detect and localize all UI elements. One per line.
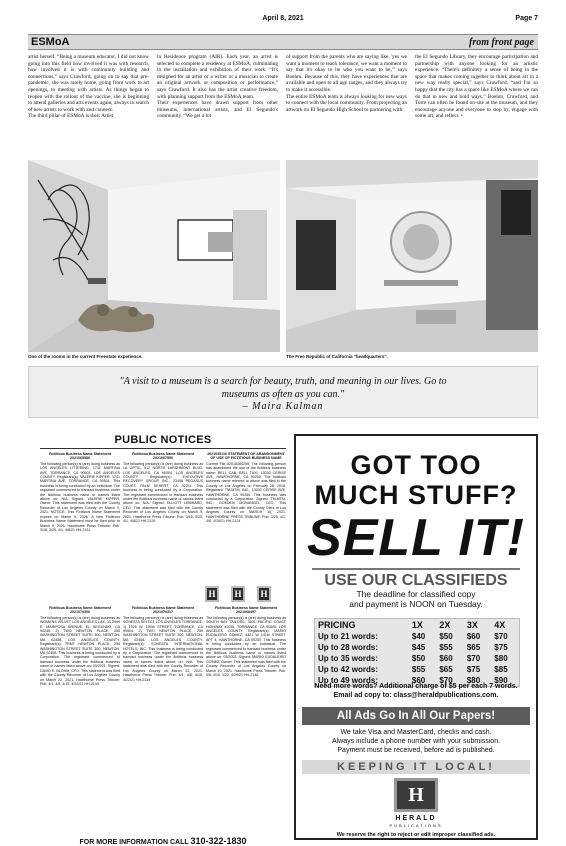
pricing-header: PRICING — [318, 620, 356, 630]
pricing-cell: $60 — [466, 632, 481, 641]
notice-body: The following person(s) is (are) doing business as LA OPTIC, 512 NORTH LARCHMONT BLVD, LOS ANGELES, CA 90004. LOS ANGELES COUNTY. Registrant(s): EXECUTIVE RECOVERY GROUP, INC., 23456 PEGASUS COURT, PALM DESERT, CA 92211. This business is being conducted by a Corporation. The registrant commenced to transact business under the fictitious business name or names listed above on: N/A. Signed: ELLIOTT LEIBHARD, CEO. This statement was filed with the County Recorder of Los Angeles County on March 9, 2021. Hawthorne Press Tribune: Pub. 3/18, 3/25, 4/1, 4/8/21 HH-2129 — [123, 461, 203, 524]
pricing-cell: $70 — [466, 654, 481, 663]
pricing-cell: $55 — [439, 643, 453, 652]
article-column-4: the El Segundo Library, they encourage participation and partnership with anyone looking for an artistic experience. “There's definitely a sense of being in the space that makes coming together to think about art in a new way really special,” says Crawford, “and I'm so happy that the city has a space like ESMoA where we can do that in new and bold ways.” Boehm, Crawford, and Torre can often be found on-site at the museum, and they encourage anyone and everyone to stop by, engage with some art, and reflect. • — [415, 54, 538, 120]
ad-deadline-1: The deadline for classified copy — [356, 589, 476, 599]
page-number: Page 7 — [515, 15, 538, 22]
pricing-cell: $75 — [466, 665, 481, 674]
pricing-table — [314, 618, 520, 687]
notice-body: The following person(s) is (are) doing business as SONESTA SELECT LOS ANGELES TORRANCE, 1) 1925 W. 190th STREET, TORRANCE, CA 90504. 2) TWO NEWTON PLACE, 255 WASHINGTON STREET SUITE 300, NEWTON, MA 02458. LOS ANGELES COUNTY. Registrant(s): SONESTA INTERNATIONAL HOTELS, INC. This business is being conducted by a Corporation. The registrant commenced to transact business under the fictitious business name or names listed above on: N/A. This statement was filed with the County Recorder of Los Angeles County on March 22, 2021. Hawthorne Press Tribune: Pub. 4/1, 4/8, 4/15, 4/22/21 HH-2144 — [123, 615, 203, 682]
herald-logo-icon: H — [394, 778, 438, 812]
pricing-cell: $60 — [411, 676, 426, 685]
herald-logo-icon: H — [231, 586, 245, 602]
notice-4 — [40, 606, 120, 686]
notice-1 — [40, 452, 120, 532]
pricing-header: 4X — [494, 620, 506, 630]
notice-body: The following person(s) is (are) doing business as WOMENS VELVET LOS ANGELES LAX, 13 2999 E. MARIPOSA AVENUE, EL SEGUNDO, CA 90245. 2) TWO NEWTON PLACE, 255 WASHINGTON STREET SUITE 300, NEWTON, MA 02458. LOS ANGELES COUNTY. Registrant(s): TRMT NEWTON PLACE, 255 WASHINGTON STREET SUITE 300, NEWTON, MA 02458. This business is being conducted by a Corporation. The registrant commenced to transact business under the fictitious business name or names listed above on: 03/2021. Signed: DAVID E. BLOHM, CFO. This statement was filed with the County Recorder of Los Angeles County on March 22, 2021. Hawthorne Press Tribune: Pub. 4/1, 4/8, 4/15, 4/22/21 HH-2143 — [40, 615, 120, 686]
ad-disclaimer: We reserve the right to reject or edit improper classified ads. — [336, 832, 496, 838]
pricing-cell: Up to 49 words: — [318, 676, 379, 685]
ad-headline-1: GOT TOO — [350, 450, 482, 480]
herald-logo-icon: H — [205, 586, 219, 602]
continued-label: from front page — [469, 37, 534, 48]
ad-banner: All Ads Go In All Our Papers! — [302, 707, 530, 725]
pricing-cell: $60 — [439, 654, 453, 663]
ad-payment-policy: Payment must be received, before ad is published. — [337, 747, 495, 754]
pricing-cell: $70 — [439, 676, 453, 685]
pricing-cell: Up to 42 words: — [318, 665, 379, 674]
public-notices-title: PUBLIC NOTICES — [40, 434, 286, 449]
pricing-cell: $70 — [494, 632, 508, 641]
notice-heading: Fictitious Business Name Statement 2021068457 — [214, 606, 278, 615]
section-name: ESMoA — [31, 36, 70, 48]
pricing-cell: $40 — [411, 632, 426, 641]
pricing-cell: $50 — [411, 654, 426, 663]
page-header — [28, 12, 538, 28]
pricing-cell: $80 — [466, 676, 481, 685]
classifieds-ad — [294, 434, 538, 840]
pricing-cell: Up to 35 words: — [318, 654, 379, 663]
ad-extra-words: Need more words? Additional charge of $5 per each 7 words. — [314, 683, 518, 690]
photo-gallery-sculpture — [28, 160, 280, 352]
pricing-cell: $75 — [494, 643, 508, 652]
ad-phone-note: Always include a phone number with your submission. — [331, 738, 501, 745]
notice-heading: Fictitious Business Name Statement 2021070306 — [48, 606, 112, 615]
section-bar — [28, 34, 538, 50]
pricing-cell: $65 — [439, 665, 453, 674]
public-notices-footer — [40, 836, 286, 846]
article-column-3: of support from the parents who are saying like, 'yes we want a moment to teach tolerance, we want a moment to say that it's okay to be who you want to be,'” says Boehm. Because of this, they have experiences that are available and open to all age ranges, and they always try to make it accessible. The entire ESMoA team is always looking for new ways to connect with the local community. From projecting an artwork on El Segundo High School to partnering with — [286, 54, 407, 113]
ad-email[interactable]: Email ad copy to: class@heraldpublications.com. — [333, 692, 499, 699]
pricing-cell: $85 — [494, 665, 508, 674]
article-column-2: in Residence program (AIR). Each year, an artist is selected to complete a residency at ESMoA, culminating in the installation and exhibition of their work. “It's designed for an artist or a writer or a musician to create an original artwork or composition or performance,” says Crawford. It also has the artist creative freedom, with planning support from the ESMoA team. Their experiences have drawn support from other museums, international artists, and El Segundo's community. “We get a lot — [157, 54, 278, 120]
pricing-cell: $65 — [466, 643, 481, 652]
photo-caption-2: The Free Republic of California "headquarters". — [286, 354, 388, 359]
pricing-cell: $55 — [411, 665, 426, 674]
notice-body: Current File #2018364259. The following person has abandoned the use of the fictitious business name: BELL CAB, BELL TAXI, 13030 CERISE AVE, HAWTHORNE, CA 90250. The fictitious business name referred to above was filed in the County of Los Angeles on February 28, 2018. Registrant: TM-MTM, INC., 13030 CERISE AVE, HAWTHORNE, CA 90250. This business was conducted by a Corporation. Signed: TM-MTM, INC., GOKDEN MONANGEL, CEO. This statement was filed with the County Clerk of Los Angeles County on MARCH 10, 2021. HAWTHORNE PRESS TRIBUNE: Pub. 3/25, 4/1, 4/8, 4/15/21 HH-2124 — [206, 461, 286, 524]
pricing-row — [315, 653, 520, 664]
pull-quote — [28, 366, 538, 418]
pricing-header: 1X — [411, 620, 423, 630]
photo-headquarters-room — [286, 160, 538, 352]
notice-body: The following person(s) is (are) doing business as LOS ANGELES LITTERING, 1741 MARTINA AVE, TORRANCE, CA 90501. LOS ANGELES COUNTY. Registrant(s): VALERIE KIPPER, 1741 MARTINA AVE, TORRANCE, CA 90501. This business is being conducted by an Individual. The registrant commenced to transact business under the fictitious business name or names listed above on: N/A. Signed: VALERIE KIPPER, Owner. This statement was filed with the County Recorder of Los Angeles County on March 9, 2021. NOTICE: This Fictitious Name Statement expires on March 9, 2026. A new Fictitious Business Name Statement must be filed prior to March 9, 2026. Hawthorne Press Tribune: Pub. 3/18, 3/25, 4/1, 4/8/21 HH-2131 — [40, 461, 120, 532]
ad-payment-note: We take Visa and MasterCard, checks and cash. — [340, 729, 492, 736]
pricing-header: 2X — [439, 620, 451, 630]
notice-heading: Fictitious Business Name Statement 2021070317 — [131, 606, 195, 615]
notice-heading: Fictitious Business Name Statement 2021065586 — [48, 452, 112, 461]
pricing-cell: $80 — [494, 654, 508, 663]
footer-label: FOR MORE INFORMATION CALL — [79, 839, 189, 846]
pricing-row — [315, 664, 520, 675]
pricing-cell: $50 — [439, 632, 453, 641]
ad-keeping-local: KEEPING IT LOCAL! — [302, 760, 530, 774]
publications-wordmark: PUBLICATIONS — [389, 823, 443, 828]
ad-subhead: USE OUR CLASSIFIEDS — [312, 568, 520, 590]
pricing-cell: $90 — [494, 676, 508, 685]
pricing-cell: Up to 28 words: — [318, 643, 379, 652]
quote-text: "A visit to a museum is a search for beauty, truth, and meaning in our lives. Go to museums as often as you can." — [119, 376, 447, 400]
notice-heading: 2021035116 STATEMENT OF ABANDONMENT OF USE OF FICTITIOUS BUSINESS NAME — [207, 452, 285, 461]
footer-phone[interactable]: 310-322-1830 — [190, 836, 247, 846]
notice-3 — [206, 452, 286, 524]
herald-logo-icon: H — [257, 586, 271, 602]
pricing-row — [315, 642, 520, 653]
notice-body: The following person(s) is (are) doing business as SOUTH BAY TAILORS, 3601 PACIFIC COAST HIGHWAY #2035, TORRANCE, CA 90505. LOS ANGELES COUNTY. Registrant(s): MARIO EUDALEIRO GOMEZ, 4421 W 141st STREET APT 4, HAWTHORNE, CA 90250. This business is being conducted by an Individual. The registrant commenced to transact business under the fictitious business name or names listed above on: 03/2003. Signed: MARIO EUDALEIRO GOMEZ, Owner. This statement was filed with the County Recorder of Los Angeles County on March 10, 2021. Hawthorne Press Tribune: Pub. 4/8, 4/15, 4/22, 4/29/21 HH-2148 — [206, 615, 286, 678]
notice-5 — [123, 606, 203, 682]
pricing-header-row — [315, 619, 520, 632]
ad-headline-2: MUCH STUFF? — [314, 480, 518, 510]
ad-deadline-2: and payment is NOON on Tuesday. — [349, 599, 483, 609]
article-column-1: artist herself. “Being a museum educator, I did not know going into this field how involved it was with research, how involved it is with community building and connections,” says Crawford, going on to say that pre-pandemic, she was rarely home, going from work to art openings, to meeting with artists. As things began to reopen with the rollout of the vaccine, she is beginning to attend galleries and arts events again, always in search of new artists to work with and connect. The third pillar of ESMoA is their Artist — [28, 54, 149, 120]
issue-date: April 8, 2021 — [262, 15, 304, 22]
notice-2 — [123, 452, 203, 524]
notice-6 — [206, 606, 286, 678]
pricing-cell: Up to 21 words: — [318, 632, 379, 641]
pricing-cell: $45 — [411, 643, 426, 652]
quote-author: – Maira Kalman — [242, 401, 324, 412]
pricing-row — [315, 631, 520, 642]
notice-heading: Fictitious Business Name Statement 2021067556 — [131, 452, 195, 461]
photo-caption-1: One of the rooms in the current Freestate experience. — [28, 354, 143, 359]
pricing-header: 3X — [466, 620, 478, 630]
ad-headline-3: SELL IT! — [307, 509, 525, 567]
herald-wordmark: HERALD — [395, 815, 437, 822]
